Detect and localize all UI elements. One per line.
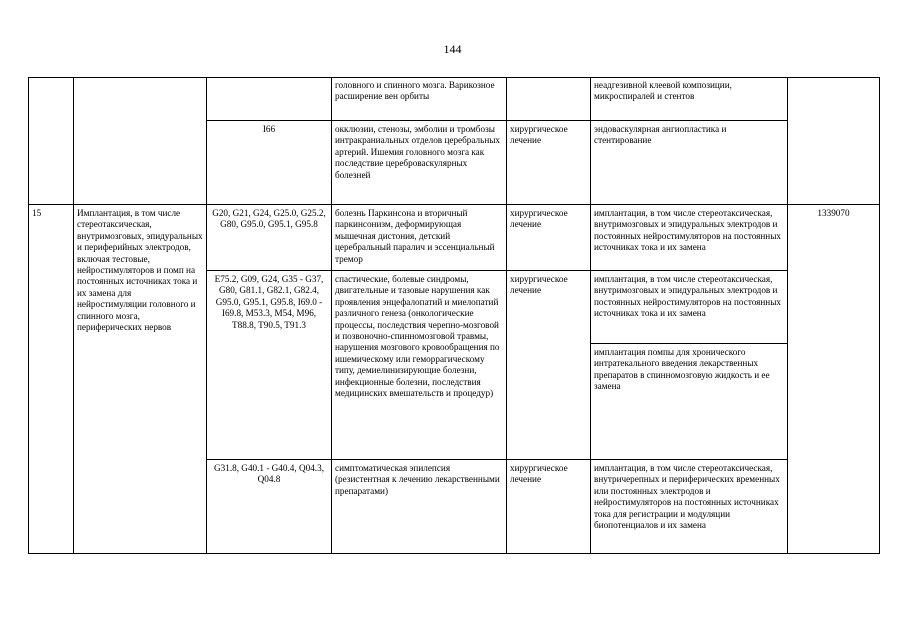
icd-code-cell: E75.2, G09, G24, G35 - G37, G80, G81.1, G82.1, G82.4, G95.0, G95.1, G95.8, I69.0 - I69.8, M53.3, M54, M96, T88.8, T90.5, T91.3 — [214, 274, 324, 330]
icd-code-cell: I66 — [262, 124, 276, 134]
table-border-right — [879, 77, 880, 553]
method-cell: имплантация, в том числе стереотаксическая, внутримозговых и эпидуральных электродов и постоянных нейростимуляторов на постоянных источниках тока и их замена — [594, 274, 781, 319]
group-number-cell: 15 — [32, 208, 42, 218]
table-border-top — [28, 77, 880, 78]
icd-code-cell: G20, G21, G24, G25.0, G25.2, G80, G95.0, G95.1, G95.8 — [212, 208, 326, 230]
diagnosis-cell: спастические, болевые синдромы, двигательные и тазовые нарушения как проявления энцефалопатий и миелопатий различного генеза (онкологические процессы, последствия черепно-мозговой и позвоночно-спинномозговой травмы, нарушения мозгового кровообращения по ишемическому или геморрагическому типу, демиелинизирующие болезни, инфекционные болезни, последствия медицинских вмешательств и процедур) — [335, 274, 500, 399]
table-border-left — [28, 77, 29, 553]
row-divider — [206, 270, 787, 271]
group-name-cell: Имплантация, в том числе стереотаксическая, внутримозговых, эпидуральных и периферийных электродов, включая тестовые, нейростимуляторов и помп на постоянных источниках тока и их замена для нейростимуляции головного и спинного мозга, периферических нервов — [77, 208, 203, 333]
method-cell: имплантация, в том числе стереотаксическая, внутричерепных и периферических временных или постоянных электродов и нейростимуляторов на постоянных источниках тока для регистрации и модуляции биопотенциалов и их замена — [594, 463, 780, 531]
method-cell: неадгезивной клеевой композиции, микроспиралей и стентов — [594, 80, 732, 102]
method-cell: имплантация помпы для хронического интратекального введения лекарственных препаратов в спинномозговую жидкость и ее замена — [594, 347, 770, 392]
row-divider — [590, 343, 787, 344]
diagnosis-cell: окклюзии, стенозы, эмболии и тромбозы интракраниальных отделов церебральных артерий. Ишемия головного мозга как последствие цереброваскулярных болезней — [335, 124, 500, 180]
column-divider — [787, 77, 788, 553]
medical-care-table — [28, 77, 880, 553]
treatment-type-cell: хирургическое лечение — [510, 124, 568, 146]
method-cell: эндоваскулярная ангиопластика и стентирование — [594, 124, 727, 146]
row-divider — [28, 204, 880, 205]
method-cell: имплантация, в том числе стереотаксическая, внутримозговых и эпидуральных электродов и постоянных нейростимуляторов на постоянных источниках тока и их замена — [594, 208, 781, 253]
treatment-type-cell: хирургическое лечение — [510, 274, 568, 296]
diagnosis-cell: симптоматическая эпилепсия (резистентная к лечению лекарственными препаратами) — [335, 463, 500, 496]
page-number: 144 — [443, 42, 462, 56]
treatment-type-cell: хирургическое лечение — [510, 463, 568, 485]
row-divider — [206, 459, 787, 460]
row-divider — [206, 120, 787, 121]
price-cell: 1339070 — [817, 208, 850, 218]
diagnosis-cell: головного и спинного мозга. Варикозное расширение вен орбиты — [335, 80, 495, 102]
table-border-bottom — [28, 553, 880, 554]
diagnosis-cell: болезнь Паркинсона и вторичный паркинсонизм, деформирующая мышечная дистония, детский церебральный паралич и эссенциальный тремор — [335, 208, 495, 264]
treatment-type-cell: хирургическое лечение — [510, 208, 568, 230]
icd-code-cell: G31.8, G40.1 - G40.4, Q04.3, Q04.8 — [214, 463, 324, 485]
